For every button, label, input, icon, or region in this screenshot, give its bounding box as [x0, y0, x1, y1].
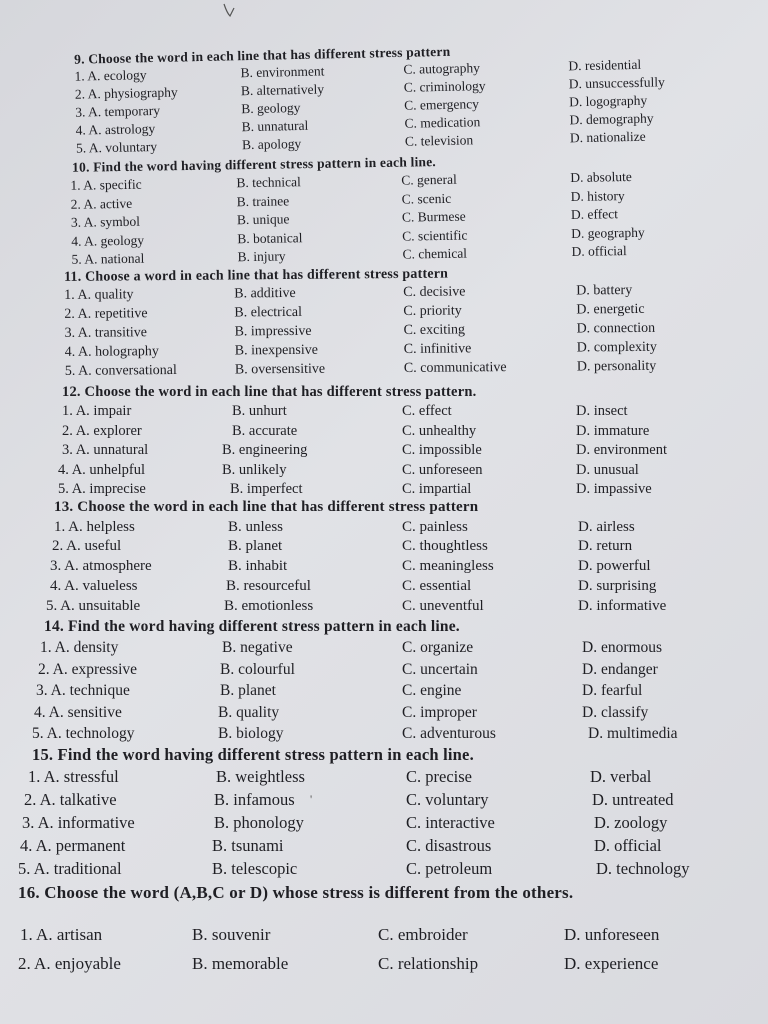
question-list — [18, 925, 660, 983]
option-d: D. untreated — [592, 790, 674, 809]
option-d: D. battery — [576, 282, 633, 299]
option-b: B. unlikely — [222, 461, 287, 478]
section-heading: 13. Choose the word in each line that has different stress pattern — [54, 499, 479, 515]
option-c: C. Burmese — [401, 208, 466, 225]
option-c: C. impartial — [402, 481, 472, 497]
option-c: C. improper — [402, 703, 477, 721]
option-d: D. immature — [576, 422, 650, 439]
option-a: 2. A. repetitive — [64, 306, 148, 322]
question-list — [46, 518, 667, 618]
section-13 — [46, 499, 667, 617]
option-d: D. airless — [578, 518, 635, 535]
option-a: 1. A. artisan — [20, 925, 103, 944]
option-c: C. effect — [402, 403, 452, 419]
option-b: B. quality — [218, 703, 280, 721]
option-b: B. impressive — [234, 323, 312, 340]
option-a: 1. A. specific — [70, 176, 142, 193]
section-10 — [58, 154, 645, 270]
option-b: B. electrical — [234, 304, 303, 321]
option-a: 3. A. symbol — [70, 213, 141, 230]
option-a: 5. A. traditional — [18, 859, 122, 878]
option-d: D. verbal — [590, 767, 652, 786]
question-list — [60, 56, 665, 159]
option-b: B. biology — [218, 725, 284, 742]
option-b: B. inexpensive — [234, 342, 318, 359]
option-c: C. painless — [402, 518, 468, 535]
option-a: 4. A. unhelpful — [58, 461, 145, 478]
option-d: D. logography — [568, 92, 648, 110]
option-d: D. unsuccessfully — [568, 74, 665, 92]
option-c: C. unforeseen — [402, 461, 483, 478]
option-a: 3. A. atmosphere — [50, 558, 152, 575]
question-row — [22, 813, 668, 836]
option-b: B. souvenir — [192, 925, 271, 944]
option-b: B. resourceful — [226, 577, 311, 594]
pen-stroke-mark — [222, 2, 236, 18]
section-heading: 10. Find the word having different stress pattern in each line. — [71, 154, 437, 175]
section-16 — [18, 883, 660, 983]
question-row — [18, 925, 660, 954]
option-a: 2. A. talkative — [24, 790, 117, 809]
option-b: B. botanical — [237, 229, 303, 246]
question-row — [54, 442, 668, 462]
option-a: 4. A. astrology — [75, 121, 156, 138]
section-heading: 16. Choose the word (A,B,C or D) whose stress is different from the others. — [18, 883, 574, 902]
option-c: C. communicative — [403, 360, 507, 376]
option-d: D. nationalize — [569, 128, 646, 146]
question-row — [20, 836, 662, 859]
question-list — [58, 168, 645, 270]
option-c: C. essential — [402, 577, 472, 594]
option-b: B. infamous — [214, 790, 295, 809]
option-a: 4. A. geology — [71, 232, 145, 249]
option-d: D. energetic — [576, 301, 645, 318]
option-a: 5. A. conversational — [64, 362, 177, 379]
option-d: D. environment — [576, 442, 668, 458]
option-a: 2. A. explorer — [62, 422, 142, 439]
question-row — [54, 403, 628, 423]
section-heading: 12. Choose the word in each line that has different stress pattern. — [62, 384, 477, 400]
section-heading: 15. Find the word having different stress pattern in each line. — [32, 745, 474, 764]
option-a: 1. A. impair — [62, 403, 132, 419]
section-heading: 11. Choose a word in each line that has different stress pattern — [63, 266, 449, 285]
option-b: B. oversensitive — [234, 361, 326, 378]
option-d: D. fearful — [582, 682, 643, 699]
option-b: B. negative — [222, 639, 293, 656]
option-c: C. general — [401, 171, 457, 188]
option-d: D. unusual — [576, 461, 639, 478]
option-c: C. chemical — [402, 245, 468, 262]
option-b: B. unhurt — [232, 403, 287, 419]
option-d: D. return — [578, 538, 633, 555]
question-row — [18, 859, 690, 882]
option-a: 3. A. informative — [22, 813, 135, 832]
question-row — [38, 660, 658, 683]
section-14 — [32, 618, 678, 747]
question-row — [40, 639, 663, 661]
option-a: 5. A. national — [71, 250, 145, 267]
question-row — [57, 358, 657, 383]
option-c: C. organize — [402, 639, 474, 656]
option-d: D. complexity — [576, 339, 657, 356]
option-c: C. impossible — [402, 442, 482, 458]
question-list — [54, 403, 668, 501]
question-list — [56, 282, 657, 383]
option-a: 5. A. voluntary — [75, 138, 158, 156]
option-c: C. engine — [402, 682, 462, 699]
option-c: C. adventurous — [402, 725, 496, 742]
option-b: B. phonology — [214, 813, 304, 832]
option-d: D. geography — [571, 224, 645, 241]
question-row — [50, 518, 635, 539]
option-d: D. official — [571, 243, 627, 259]
option-c: C. uneventful — [402, 597, 484, 614]
question-row — [54, 422, 650, 443]
option-c: C. voluntary — [406, 790, 489, 809]
option-d: D. personality — [576, 358, 657, 375]
option-b: B. accurate — [232, 422, 298, 439]
option-b: B. inhabit — [228, 558, 288, 575]
option-c: C. infinitive — [403, 341, 472, 357]
option-a: 3. A. temporary — [75, 102, 161, 120]
question-row — [50, 558, 651, 578]
option-a: 4. A. holography — [64, 344, 159, 360]
option-d: D. endanger — [582, 660, 658, 678]
option-c: C. decisive — [403, 284, 466, 300]
option-a: 2. A. enjoyable — [18, 954, 121, 973]
option-c: C. embroider — [378, 925, 468, 944]
option-b: B. telescopic — [212, 859, 298, 878]
option-d: D. impassive — [576, 481, 652, 497]
option-c: C. autography — [403, 60, 481, 77]
option-a: 1. A. helpless — [54, 518, 135, 535]
option-b: B. memorable — [192, 954, 289, 973]
option-c: C. unhealthy — [402, 422, 477, 439]
option-b: B. imperfect — [230, 481, 303, 497]
option-c: C. emergency — [404, 96, 480, 113]
option-c: C. thoughtless — [402, 538, 488, 555]
option-a: 4. A. sensitive — [34, 703, 122, 721]
option-d: D. effect — [570, 206, 619, 222]
option-d: D. absolute — [570, 168, 632, 185]
option-b: B. technical — [236, 174, 301, 191]
option-b: B. geology — [241, 99, 301, 117]
option-d: D. insect — [576, 403, 628, 419]
option-a: 4. A. valueless — [50, 577, 138, 594]
option-c: C. relationship — [378, 954, 479, 973]
option-d: D. experience — [564, 954, 659, 973]
option-b: B. injury — [237, 248, 286, 265]
section-9 — [60, 43, 665, 159]
option-d: D. enormous — [582, 639, 663, 656]
option-a: 1. A. density — [40, 639, 119, 656]
option-d: D. multimedia — [588, 725, 678, 742]
option-a: 3. A. technique — [36, 682, 130, 699]
question-list — [18, 767, 690, 882]
option-a: 4. A. permanent — [20, 836, 126, 855]
option-d: D. informative — [578, 597, 667, 614]
option-c: C. disastrous — [406, 836, 492, 855]
option-d: D. zoology — [594, 813, 668, 832]
option-a: 2. A. expressive — [38, 660, 138, 678]
option-d: D. powerful — [578, 558, 651, 575]
question-row — [32, 725, 678, 747]
option-a: 5. A. technology — [32, 725, 135, 742]
option-c: C. scenic — [401, 190, 452, 207]
option-c: C. medication — [404, 114, 481, 131]
question-row — [54, 481, 652, 501]
option-d: D. connection — [576, 320, 656, 337]
option-c: C. exciting — [403, 322, 466, 338]
option-c: C. precise — [406, 767, 472, 786]
option-b: B. unless — [228, 518, 284, 535]
option-c: C. scientific — [402, 227, 468, 244]
option-a: 5. A. imprecise — [58, 481, 146, 497]
option-d: D. residential — [568, 56, 642, 74]
question-row — [28, 767, 652, 790]
option-c: C. interactive — [406, 813, 495, 832]
section-heading: 14. Find the word having different stress pattern in each line. — [44, 618, 460, 635]
section-11 — [56, 266, 657, 383]
option-b: B. engineering — [222, 442, 308, 458]
question-row — [54, 461, 639, 482]
section-12 — [54, 384, 668, 501]
option-b: B. emotionless — [224, 597, 314, 614]
option-b: B. tsunami — [212, 836, 284, 855]
option-b: B. trainee — [236, 192, 290, 209]
option-a: 3. A. transitive — [64, 325, 148, 341]
section-heading: 9. Choose the word in each line that has different stress pattern — [73, 43, 451, 67]
question-row — [34, 703, 649, 726]
option-a: 2. A. active — [70, 195, 133, 212]
option-a: 1. A. stressful — [28, 767, 119, 786]
option-a: 2. A. physiography — [74, 84, 178, 102]
question-list — [32, 639, 678, 747]
option-b: B. alternatively — [240, 81, 325, 99]
option-d: D. demography — [569, 110, 654, 128]
option-d: D. technology — [596, 859, 690, 878]
option-b: B. unnatural — [241, 117, 309, 135]
option-d: D. surprising — [578, 577, 657, 594]
option-c: C. uncertain — [402, 660, 478, 678]
question-row — [50, 538, 633, 558]
option-d: D. official — [594, 836, 662, 855]
option-c: C. criminology — [403, 78, 486, 95]
option-d: D. unforeseen — [564, 925, 660, 944]
option-a: 3. A. unnatural — [62, 442, 149, 458]
option-d: D. classify — [582, 703, 649, 721]
option-b: B. weightless — [216, 767, 305, 786]
question-row — [24, 790, 674, 813]
option-d: D. history — [570, 187, 625, 204]
option-c: C. meaningless — [402, 558, 494, 575]
option-b: B. additive — [234, 285, 296, 302]
question-row — [36, 682, 643, 704]
option-b: B. apology — [241, 135, 302, 153]
question-row — [18, 954, 659, 983]
option-c: C. priority — [403, 303, 462, 319]
option-a: 1. A. ecology — [74, 67, 147, 84]
option-b: B. unique — [236, 211, 290, 228]
option-a: 2. A. useful — [52, 538, 122, 555]
option-a: 5. A. unsuitable — [46, 597, 141, 614]
question-row — [46, 597, 667, 618]
option-c: C. television — [404, 132, 474, 149]
option-b: B. planet — [228, 538, 283, 555]
option-c: C. petroleum — [406, 859, 493, 878]
option-a: 1. A. quality — [64, 287, 134, 303]
option-b: B. colourful — [220, 660, 295, 678]
option-b: B. environment — [240, 63, 325, 81]
stray-mark: ' — [310, 792, 313, 806]
question-row — [50, 577, 657, 598]
option-b: B. planet — [220, 682, 276, 699]
section-15 — [18, 745, 690, 882]
